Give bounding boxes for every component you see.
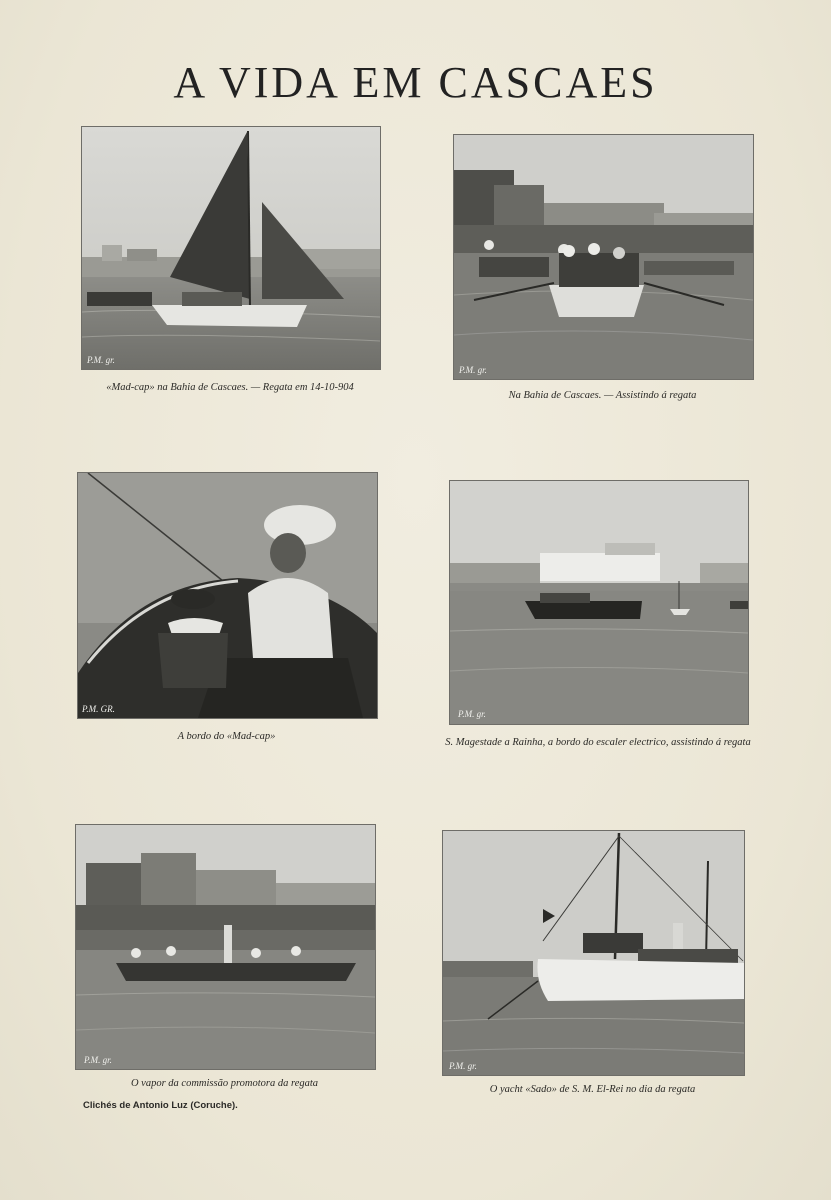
- photo-1-caption: «Mad-cap» na Bahia de Cascaes. — Regata em 14-10-904: [106, 382, 354, 393]
- photo-4-caption: S. Magestade a Rainha, a bordo do escaler electrico, assistindo á regata: [445, 737, 751, 748]
- photo-2-signature: P.M. gr.: [459, 365, 487, 375]
- photo-credit: Clichés de Antonio Luz (Coruche).: [83, 1100, 238, 1111]
- photo-4-signature: P.M. gr.: [458, 709, 486, 719]
- page-title: A VIDA EM CASCAES: [173, 58, 658, 108]
- photo-queen-electric-launch: [449, 480, 749, 725]
- photo-5-caption: O vapor da commissão promotora da regata: [130, 1078, 319, 1089]
- photo-committee-steamer: [75, 824, 376, 1070]
- photo-3-caption: A bordo do «Mad-cap»: [177, 731, 276, 742]
- photo-2-caption: Na Bahia de Cascaes. — Assistindo á regata: [508, 390, 697, 401]
- photo-5-signature: P.M. gr.: [84, 1055, 112, 1065]
- photo-bay-rowboats: [453, 134, 754, 380]
- photo-aboard-mad-cap: [77, 472, 378, 719]
- photo-6-caption: O yacht «Sado» de S. M. El-Rei no dia da regata: [489, 1084, 696, 1095]
- photo-1-signature: P.M. gr.: [87, 355, 115, 365]
- photo-6-signature: P.M. gr.: [449, 1061, 477, 1071]
- photo-yacht-sado: [442, 830, 745, 1076]
- photo-mad-cap-regatta: [81, 126, 381, 370]
- photo-3-signature: P.M. GR.: [82, 704, 115, 714]
